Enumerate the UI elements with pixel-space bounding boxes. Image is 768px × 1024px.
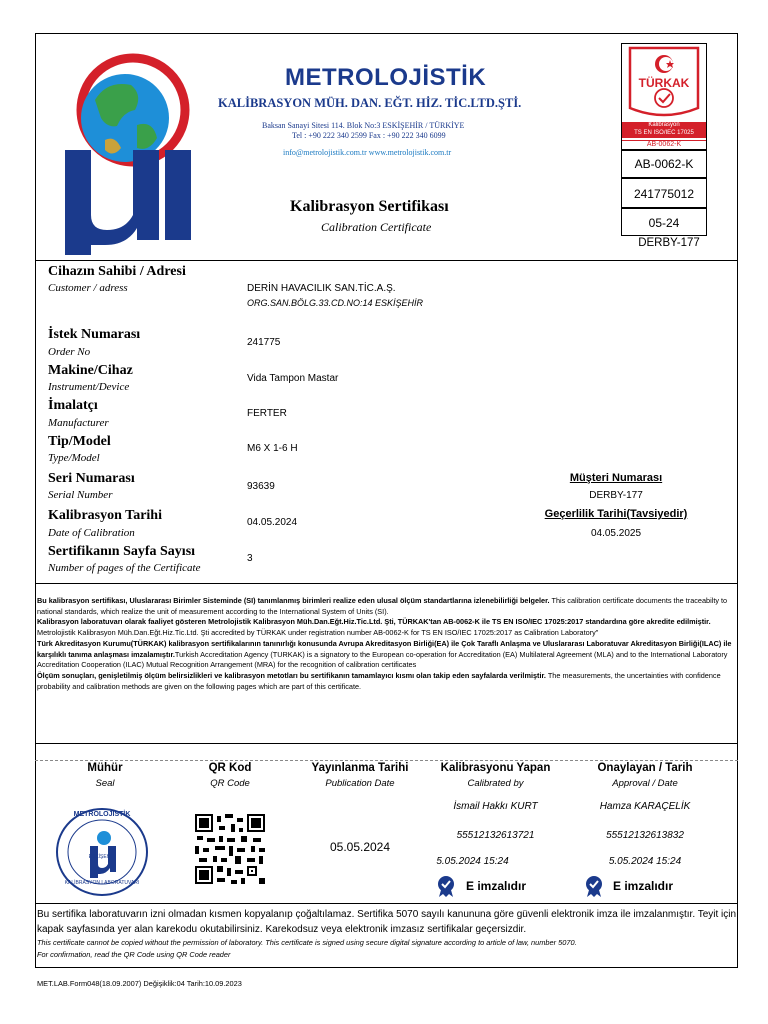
divider	[35, 760, 738, 761]
cal-date-label-en: Date of Calibration	[48, 527, 135, 539]
legal-notice-en-line2: For confirmation, read the QR Code using QR Code reader	[37, 950, 231, 959]
pages-label-en: Number of pages of the Certificate	[48, 562, 201, 574]
company-name: METROLOJİSTİK	[285, 64, 487, 91]
publication-header-en: Publication Date	[325, 778, 395, 789]
calibrator-esign: E imzalıdır	[466, 879, 527, 893]
approver-id: 55512132613832	[606, 830, 684, 841]
serial-label: Seri Numarası	[48, 471, 135, 486]
e-signature-badge-icon	[582, 874, 606, 898]
device-label-en: Instrument/Device	[48, 381, 130, 393]
approval-header-en: Approval / Date	[612, 778, 678, 789]
turkak-code: AB-0062-K	[622, 140, 706, 148]
customer-number-label: Müşteri Numarası	[569, 472, 663, 484]
turkak-line2: TS EN ISO/IEC 17025	[634, 129, 694, 136]
metrolojistik-logo-icon	[45, 40, 215, 255]
owner-address: ORG.SAN.BÖLG.33.CD.NO:14 ESKİŞEHİR	[247, 298, 424, 308]
serial-value: 93639	[247, 481, 275, 492]
divider	[35, 260, 738, 261]
accreditation-text	[37, 596, 737, 692]
seal-text-bottom: KALİBRASYON LABORATUVARI	[64, 880, 140, 886]
owner-label-en: Customer / adress	[48, 282, 128, 294]
calibrator-time: 5.05.2024 15:24	[436, 856, 509, 867]
divider	[35, 743, 738, 744]
divider	[35, 903, 738, 904]
approver-name: Hamza KARAÇELİK	[599, 801, 691, 812]
order-value: 241775	[247, 337, 281, 348]
qr-code-icon[interactable]	[193, 812, 267, 886]
qr-header: QR Kod	[208, 762, 252, 774]
turkak-banner	[622, 122, 706, 138]
calibrated-by-header-en: Calibrated by	[467, 778, 524, 789]
seal-header-en: Seal	[95, 778, 115, 789]
owner-name: DERİN HAVACILIK SAN.TİC.A.Ş.	[247, 283, 396, 294]
pages-label: Sertifikanın Sayfa Sayısı	[48, 544, 196, 559]
device-label: Makine/Cihaz	[48, 363, 133, 378]
type-label: Tip/Model	[48, 434, 111, 449]
calibrator-id: 55512132613721	[456, 830, 535, 841]
manufacturer-value: FERTER	[247, 408, 287, 419]
seal-text-top: METROLOJİSTİK	[73, 811, 131, 818]
date-code-badge: 05-24	[621, 208, 707, 236]
serial-label-en: Serial Number	[48, 489, 113, 501]
seal-text-mid: ESKİŞEHİR	[88, 854, 116, 860]
order-label-en: Order No	[48, 346, 91, 358]
publication-header: Yayınlanma Tarihi	[311, 762, 409, 774]
company-contact: info@metrolojistik.com.tr www.metrolojistik.com.tr	[283, 148, 452, 157]
cal-date-value: 04.05.2024	[247, 517, 298, 528]
cal-date-label: Kalibrasyon Tarihi	[48, 508, 162, 523]
accreditation-badge: AB-0062-K	[621, 150, 707, 178]
type-label-en: Type/Model	[48, 452, 100, 464]
para2-bold: Kalibrasyon laboratuvarı olarak faaliyet gösteren Metrolojistik Kalibrasyon Müh.Dan.Eğt.Hiz.Tic.Ltd. Şti, TÜRKAK'tan AB-0062-K ile TS EN ISO/IEC 17025:2017 standardına göre akredite edilmiştir.	[37, 617, 711, 627]
divider	[35, 583, 738, 584]
company-legal-name: KALİBRASYON MÜH. DAN. EĞT. HİZ. TİC.LTD.ŞTİ.	[218, 96, 522, 110]
approver-esign: E imzalıdır	[613, 879, 674, 893]
form-reference: MET.LAB.Form048(18.09.2007) Değişiklik:04 Tarih:10.09.2023	[37, 979, 242, 988]
order-label: İstek Numarası	[48, 327, 141, 342]
turkak-name: TÜRKAK	[638, 76, 690, 90]
turkak-line1: Kalibrasyon	[648, 122, 680, 128]
legal-notice-en-line1: This certificate cannot be copied without the permission of laboratory. This certificate is signed using secure digital signature according to article of law, number 5070.	[37, 938, 577, 947]
approval-header: Onaylayan / Tarih	[597, 762, 693, 774]
legal-notice-tr: Bu sertifika laboratuvarın izni olmadan kısmen kopyalanıp çoğaltılamaz. Sertifika 5070 sayılı kanununa göre güvenli elektronik imza ile imzalanmıştır. Teyit için kapak sayfasında yer alan karekodu okutabilirsiniz. Karekodsuz veya elektronik imzasız sertifikalar geçersizdir.	[37, 909, 737, 935]
para1-bold: Bu kalibrasyon sertifikası, Uluslararası Birimler Sisteminde (SI) tanımlanmış birimleri realize eden ulusal ölçüm standartlarına izlenebilirliği belgeler.	[37, 596, 550, 605]
type-value: M6 X 1-6 H	[247, 443, 298, 454]
calibrated-by-header: Kalibrasyonu Yapan	[440, 762, 551, 774]
para4: The measurements, the uncertainties with confidence probability and calibration methods are given on the following pages which are part of this certificate.	[37, 670, 721, 691]
para2: Metrolojistik Kalibrasyon Müh.Dan.Eğt.Hiz.Tic.Ltd. Şti accredited by TÜRKAK under registration number AB-0062-K for TS EN ISO/IEC 17025:2017 as Calibration Laboratory"	[37, 628, 599, 638]
company-phone: Tel : +90 222 340 2599 Fax : +90 222 340 6099	[292, 131, 446, 140]
owner-label: Cihazın Sahibi / Adresi	[48, 264, 186, 279]
validity-value: 04.05.2025	[590, 528, 642, 539]
manufacturer-label-en: Manufacturer	[48, 417, 109, 429]
certificate-subtitle: Calibration Certificate	[321, 220, 432, 234]
para3: Turkish Accreditation Agency (TURKAK) is a signatory to the European co-operation for Accreditation (EA) Multilateral Agreement (MLA) and to the International Laboratory Accreditation Cooperation (ILAC) Mutual Recognition Arrangement (MRA) for the recognition of calibration certificates	[37, 649, 728, 670]
legal-notice-en	[37, 937, 737, 961]
pages-value: 3	[247, 553, 253, 564]
customer-number-value: DERBY-177	[589, 490, 643, 501]
device-value: Vida Tampon Mastar	[247, 373, 339, 384]
company-address: Baksan Sanayi Sitesi 114. Blok No:3 ESKİŞEHİR / TÜRKİYE	[262, 121, 465, 130]
para3-bold: Türk Akreditasyon Kurumu(TÜRKAK) kalibrasyon sertifikalarının tanınırlığı konusunda Avrupa Akreditasyon Birliği(EA) ile Çok Taraflı Anlaşma ve Uluslararası Laboratuvar Akreditasyon Birliği(ILAC) ile karşılıklı tanıma anlaşması imzalamıştır.	[37, 638, 732, 659]
manufacturer-label: İmalatçı	[48, 398, 98, 413]
e-signature-badge-icon	[434, 874, 458, 898]
device-code: DERBY-177	[638, 237, 700, 249]
calibrator-name: İsmail Hakkı KURT	[453, 801, 538, 812]
publication-date: 05.05.2024	[329, 840, 391, 854]
qr-header-en: QR Code	[210, 778, 250, 789]
para1: This calibration certificate documents the traceabilty to national standards, which realize the unit of measurement according to the International System of Units (SI).	[37, 596, 728, 616]
seal-header: Mühür	[87, 762, 123, 774]
approver-time: 5.05.2024 15:24	[608, 856, 682, 867]
certificate-title: Kalibrasyon Sertifikası	[290, 198, 449, 215]
validity-label: Geçerlilik Tarihi(Tavsiyedir)	[544, 508, 688, 520]
cert-number-badge: 241775012	[621, 178, 707, 208]
turkak-logo	[621, 43, 707, 150]
para4-bold: Ölçüm sonuçları, genişletilmiş ölçüm belirsizlikleri ve kalibrasyon metotları bu sertifikanın tamamlayıcı kısmı olan takip eden sayfalarda verilmiştir.	[37, 670, 546, 680]
